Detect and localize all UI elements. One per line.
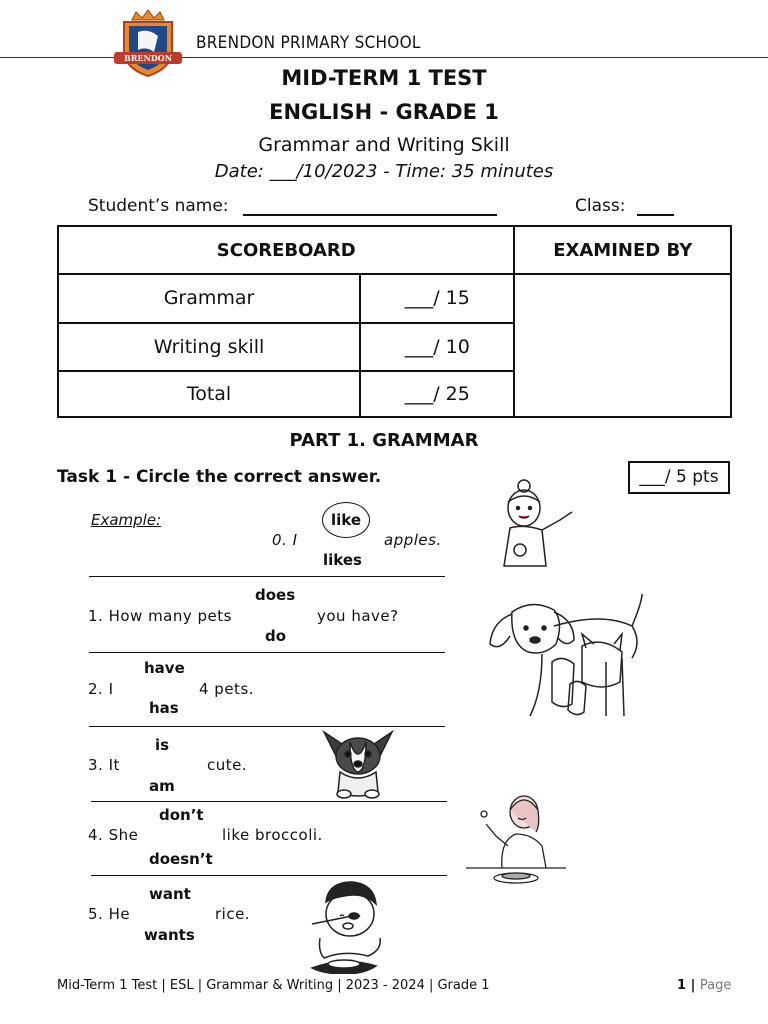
q1-option-bottom[interactable]: do [265,627,287,645]
examined-by-header: EXAMINED BY [514,226,731,274]
score-row-value[interactable]: ___/ 25 [360,371,514,417]
q3-sentence-start: 3. It [88,756,120,774]
example-label: Example: [91,511,162,529]
school-name: BRENDON PRIMARY SCHOOL [196,33,421,53]
separator-line [91,875,447,876]
separator-line [89,652,445,653]
score-row-label: Grammar [58,274,360,322]
test-title: MID-TERM 1 TEST [281,66,487,90]
score-row-label: Total [58,371,360,417]
q1-sentence-start: 1. How many pets [88,607,232,625]
q3-option-top[interactable]: is [155,736,170,754]
boy-eating-rice-illustration [304,880,386,974]
q3-sentence-end: cute. [207,756,248,774]
student-name-label: Student’s name: [88,196,229,216]
corgi-puppy-illustration [320,726,396,800]
student-name-blank[interactable] [243,214,497,216]
scoreboard-header: SCOREBOARD [58,226,514,274]
class-blank[interactable] [637,214,674,216]
svg-text:BRENDON: BRENDON [123,53,173,63]
example-sentence-start: 0. I [272,531,298,549]
girl-eating-apple-illustration [492,478,578,570]
q4-sentence-start: 4. She [88,826,139,844]
q5-option-bottom[interactable]: wants [144,926,195,944]
scoreboard-table [57,225,732,418]
task1-instruction: Task 1 - Circle the correct answer. [57,467,382,487]
footer-text: Mid-Term 1 Test | ESL | Grammar & Writing | 2023 - 2024 | Grade 1 [57,978,490,993]
q2-sentence-start: 2. I [88,680,114,698]
date-time-line: Date: ___/10/2023 - Time: 35 minutes [214,161,554,182]
score-row-label: Writing skill [58,323,360,371]
examined-by-cell[interactable] [514,274,731,417]
score-row-value[interactable]: ___/ 15 [360,274,514,322]
test-subtitle: Grammar and Writing Skill [258,134,510,156]
q4-sentence-end: like broccoli. [222,826,323,844]
q1-sentence-end: you have? [317,607,399,625]
page-number: 1 [677,978,687,993]
example-option-top: like [331,511,362,529]
subject-title: ENGLISH - GRADE 1 [269,100,499,124]
footer-page-indicator [677,978,731,993]
woman-eating-broccoli-illustration [466,790,566,886]
q5-sentence-start: 5. He [88,905,131,923]
q2-option-top[interactable]: have [144,659,185,677]
score-row-value[interactable]: ___/ 10 [360,323,514,371]
class-label: Class: [575,196,626,216]
example-option-bottom: likes [323,551,362,569]
q1-option-top[interactable]: does [255,586,296,604]
q4-option-bottom[interactable]: doesn’t [149,850,213,868]
separator-line [89,576,445,577]
q3-option-bottom[interactable]: am [149,777,175,795]
part1-title: PART 1. GRAMMAR [289,430,479,451]
example-sentence-end: apples. [384,531,442,549]
q5-sentence-end: rice. [215,905,251,923]
q4-option-top[interactable]: don’t [159,806,204,824]
q5-option-top[interactable]: want [149,885,191,903]
dog-and-cat-pets-illustration [482,592,664,720]
page-label: Page [699,978,732,993]
q2-sentence-end: 4 pets. [199,680,255,698]
task1-points-box[interactable]: ___/ 5 pts [628,461,730,494]
page-separator: | [686,978,700,993]
separator-line [91,801,447,802]
q2-option-bottom[interactable]: has [149,699,179,717]
